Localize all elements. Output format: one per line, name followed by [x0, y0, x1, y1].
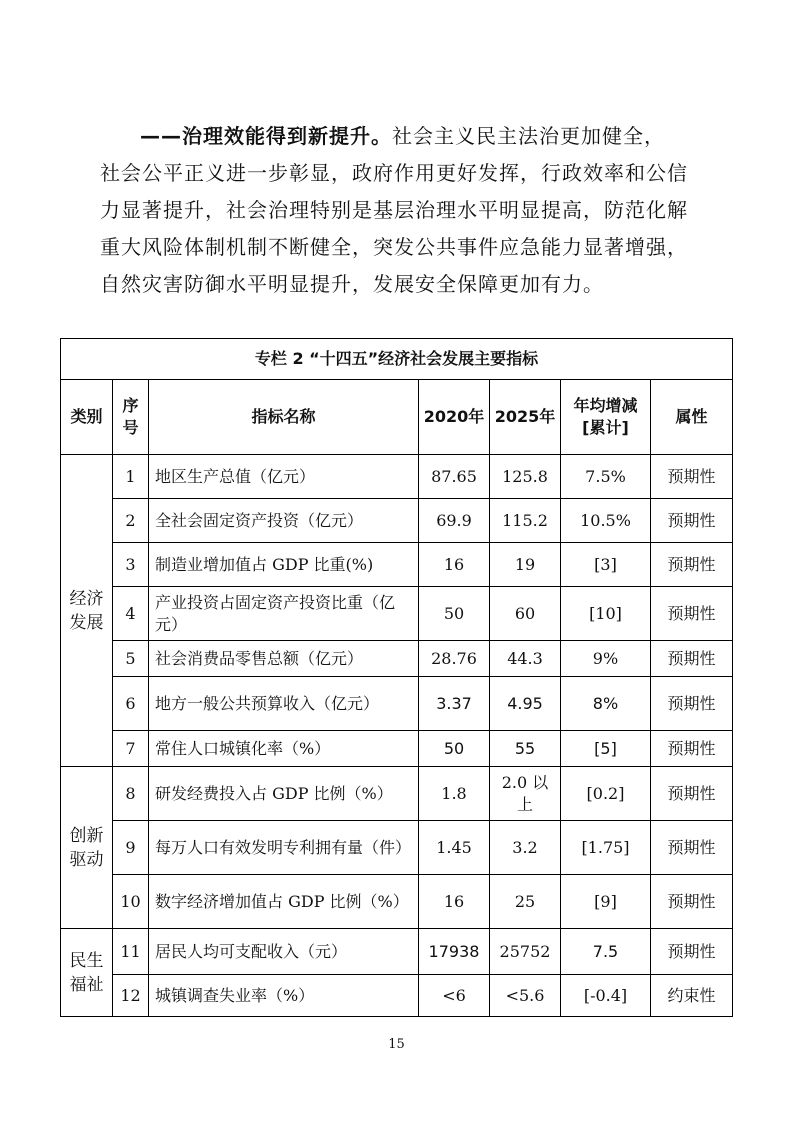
row-attr: 预期性: [651, 455, 733, 499]
row-2025: 25752: [490, 929, 561, 975]
row-no: 6: [113, 677, 149, 731]
row-no: 3: [113, 543, 149, 587]
row-growth: 7.5: [561, 929, 651, 975]
row-2025: 3.2: [490, 821, 561, 875]
row-attr: 预期性: [651, 821, 733, 875]
row-name: 研发经费投入占 GDP 比例（%）: [149, 767, 419, 821]
row-attr: 预期性: [651, 875, 733, 929]
table-row: [61, 731, 733, 767]
category-livelihood: 民生福祉: [61, 929, 113, 1017]
row-attr: 预期性: [651, 677, 733, 731]
body-paragraph: [100, 118, 700, 303]
row-attr: 约束性: [651, 975, 733, 1017]
row-no: 2: [113, 499, 149, 543]
row-attr: 预期性: [651, 543, 733, 587]
row-no: 10: [113, 875, 149, 929]
row-2020: 28.76: [419, 641, 490, 677]
row-2025: 2.0 以上: [490, 767, 561, 821]
row-2020: 1.8: [419, 767, 490, 821]
row-2025: 19: [490, 543, 561, 587]
row-attr: 预期性: [651, 499, 733, 543]
row-no: 11: [113, 929, 149, 975]
row-2020: <6: [419, 975, 490, 1017]
table-row: [61, 929, 733, 975]
row-growth: 8%: [561, 677, 651, 731]
row-growth: [1.75]: [561, 821, 651, 875]
row-2025: 55: [490, 731, 561, 767]
row-growth: 7.5%: [561, 455, 651, 499]
row-growth: [-0.4]: [561, 975, 651, 1017]
table-row: [61, 455, 733, 499]
page-number: 15: [388, 1037, 405, 1052]
table-header-row: [61, 380, 733, 455]
header-growth: 年均增减[累计]: [561, 380, 651, 455]
row-2020: 50: [419, 731, 490, 767]
table-row: [61, 975, 733, 1017]
row-attr: 预期性: [651, 587, 733, 641]
table-row: [61, 677, 733, 731]
table-title: 专栏 2 “十四五”经济社会发展主要指标: [61, 339, 733, 380]
row-attr: 预期性: [651, 731, 733, 767]
table-row: [61, 543, 733, 587]
row-2020: 16: [419, 543, 490, 587]
paragraph-line-4: 重大风险体制机制不断健全，突发公共事件应急能力显著增强，: [100, 235, 688, 259]
row-2025: 25: [490, 875, 561, 929]
paragraph-lead: ——治理效能得到新提升。: [140, 124, 392, 148]
row-name: 居民人均可支配收入（元）: [149, 929, 419, 975]
paragraph-line-3: 力显著提升，社会治理特别是基层治理水平明显提高，防范化解: [100, 198, 688, 222]
row-name: 产业投资占固定资产投资比重（亿元）: [149, 587, 419, 641]
row-growth: [9]: [561, 875, 651, 929]
table-row: [61, 641, 733, 677]
row-name: 地区生产总值（亿元）: [149, 455, 419, 499]
header-2020: 2020年: [419, 380, 490, 455]
row-no: 8: [113, 767, 149, 821]
row-name: 数字经济增加值占 GDP 比例（%）: [149, 875, 419, 929]
row-no: 12: [113, 975, 149, 1017]
table-row: [61, 875, 733, 929]
category-economic: 经济发展: [61, 455, 113, 767]
row-growth: [10]: [561, 587, 651, 641]
row-growth: [3]: [561, 543, 651, 587]
row-2020: 3.37: [419, 677, 490, 731]
header-category: 类别: [61, 380, 113, 455]
row-name: 每万人口有效发明专利拥有量（件）: [149, 821, 419, 875]
row-2020: 69.9: [419, 499, 490, 543]
header-attr: 属性: [651, 380, 733, 455]
row-2020: 50: [419, 587, 490, 641]
row-2025: 115.2: [490, 499, 561, 543]
row-2020: 1.45: [419, 821, 490, 875]
table-row: [61, 499, 733, 543]
row-name: 地方一般公共预算收入（亿元）: [149, 677, 419, 731]
header-seq: 序号: [113, 380, 149, 455]
row-2025: 60: [490, 587, 561, 641]
row-2025: 125.8: [490, 455, 561, 499]
row-name: 全社会固定资产投资（亿元）: [149, 499, 419, 543]
row-2020: 17938: [419, 929, 490, 975]
row-name: 城镇调查失业率（%）: [149, 975, 419, 1017]
header-2025: 2025年: [490, 380, 561, 455]
row-growth: 10.5%: [561, 499, 651, 543]
table-row: [61, 821, 733, 875]
row-no: 5: [113, 641, 149, 677]
row-name: 社会消费品零售总额（亿元）: [149, 641, 419, 677]
row-name: 制造业增加值占 GDP 比重(%): [149, 543, 419, 587]
row-2020: 16: [419, 875, 490, 929]
row-no: 1: [113, 455, 149, 499]
paragraph-line-2: 社会公平正义进一步彰显，政府作用更好发挥，行政效率和公信: [100, 161, 688, 185]
row-no: 9: [113, 821, 149, 875]
row-attr: 预期性: [651, 767, 733, 821]
table-row: [61, 587, 733, 641]
paragraph-line-5: 自然灾害防御水平明显提升，发展安全保障更加有力。: [100, 272, 604, 296]
row-growth: [0.2]: [561, 767, 651, 821]
row-2020: 87.65: [419, 455, 490, 499]
row-name: 常住人口城镇化率（%）: [149, 731, 419, 767]
table-row: [61, 767, 733, 821]
paragraph-line-1: ——治理效能得到新提升。社会主义民主法治更加健全，: [140, 124, 665, 148]
category-innovation: 创新驱动: [61, 767, 113, 929]
row-2025: <5.6: [490, 975, 561, 1017]
row-2025: 4.95: [490, 677, 561, 731]
row-no: 7: [113, 731, 149, 767]
row-attr: 预期性: [651, 641, 733, 677]
row-attr: 预期性: [651, 929, 733, 975]
row-growth: 9%: [561, 641, 651, 677]
row-no: 4: [113, 587, 149, 641]
row-2025: 44.3: [490, 641, 561, 677]
header-name: 指标名称: [149, 380, 419, 455]
indicator-table: [60, 338, 733, 1017]
row-growth: [5]: [561, 731, 651, 767]
